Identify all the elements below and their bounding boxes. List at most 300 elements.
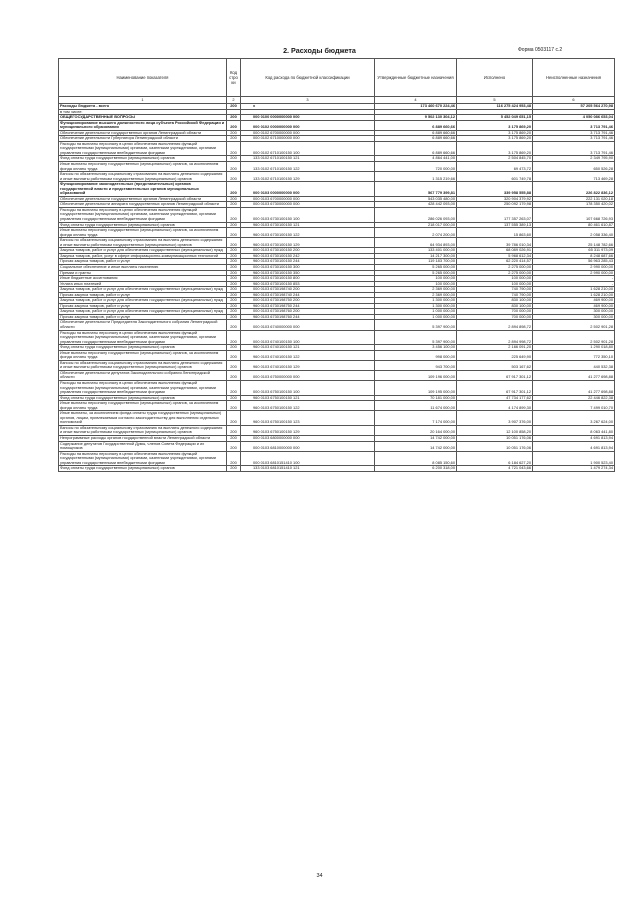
cell-row-code: 200 (227, 298, 241, 304)
cell-executed: 177 357 263,07 (457, 207, 533, 222)
cell-unexecuted: 1 900 523,40 (533, 451, 615, 466)
cell-class-code: 960 0103 6730100150 122 (241, 228, 375, 238)
table-row (59, 401, 615, 411)
cell-row-code: 200 (227, 411, 241, 426)
table-row (59, 320, 615, 330)
cell-name: Уплата иных платежей (59, 281, 227, 287)
cell-unexecuted: 222 131 020,18 (533, 196, 615, 202)
cell-unexecuted: 3 267 624,00 (533, 411, 615, 426)
cell-row-code: 200 (227, 253, 241, 259)
cell-row-code: 200 (227, 380, 241, 395)
cell-approved: 998 000,00 (375, 350, 457, 360)
cell-class-code: x (241, 104, 375, 110)
cell-approved: 4 864 441,00 (375, 156, 457, 162)
cell-class-code: 000 0103 6730100150 200 (241, 248, 375, 254)
cell-unexecuted: 80 461 610,87 (533, 222, 615, 228)
cell-approved: 5 397 900,00 (375, 330, 457, 345)
cell-approved: 6 889 660,66 (375, 136, 457, 142)
cell-executed: 830 100,00 (457, 303, 533, 309)
cell-approved: 2 369 000,00 (375, 287, 457, 293)
column-number: 5 (457, 97, 533, 104)
cell-name: Содержание депутатов Государственной Думы, членов Совета Федерации и их помощников (59, 441, 227, 451)
cell-name: Прочая закупка товаров, работ и услуг (59, 303, 227, 309)
cell-class-code: 960 0103 6750100150 122 (241, 401, 375, 411)
cell-name: Иные выплаты, за исключением фонда оплаты труда государственных (муниципальных) органов, лицам, привлекаемым согласно законодательству для выполнения отдельных полномочий (59, 411, 227, 426)
table-row (59, 330, 615, 345)
cell-executed: 69 473,72 (457, 162, 533, 172)
cell-approved: 3 456 100,00 (375, 345, 457, 351)
cell-class-code: 960 0103 6730100150 244 (241, 259, 375, 265)
table-row (59, 370, 615, 380)
cell-unexecuted: 300 000,00 (533, 309, 615, 315)
cell-row-code: 200 (227, 314, 241, 320)
cell-name: Закупка товаров, работ и услуг для обеспечения государственных (муниципальных) нужд (59, 287, 227, 293)
cell-name: Иные выплаты персоналу государственных (муниципальных) органов, за исключением фонда оплаты труда (59, 162, 227, 172)
cell-approved: 1 300 000,00 (375, 303, 457, 309)
cell-approved: 720 000,00 (375, 162, 457, 172)
cell-row-code: 200 (227, 466, 241, 472)
table-row (59, 380, 615, 395)
cell-executed: 67 917 301,12 (457, 370, 533, 380)
cell-unexecuted: 22 446 822,38 (533, 395, 615, 401)
cell-approved: 5 397 900,00 (375, 320, 457, 330)
cell-approved: 6 889 660,66 (375, 130, 457, 136)
cell-class-code: 133 0102 6710100150 129 (241, 172, 375, 182)
cell-unexecuted: 1 290 018,80 (533, 345, 615, 351)
cell-unexecuted: 469 900,00 (533, 298, 615, 304)
cell-unexecuted: 2 058 336,40 (533, 228, 615, 238)
cell-approved: 543 035 480,00 (375, 196, 457, 202)
table-row (59, 162, 615, 172)
cell-executed: 6 184 627,20 (457, 451, 533, 466)
cell-unexecuted: 3 713 791,46 (533, 141, 615, 156)
cell-class-code: 000 0103 6730198750 200 (241, 298, 375, 304)
table-row (59, 182, 615, 197)
cell-unexecuted: 41 277 698,88 (533, 380, 615, 395)
cell-approved: 8 085 150,60 (375, 451, 457, 466)
cell-name: Фонд оплаты труда государственных (муниципальных) органов (59, 156, 227, 162)
cell-name: Обеспечение деятельности Председателя Законодательного собрания Ленинградской области (59, 320, 227, 330)
column-number: 6 (533, 97, 615, 104)
cell-unexecuted: 8 063 441,80 (533, 425, 615, 435)
cell-class-code: 960 0103 6730198740 244 (241, 292, 375, 298)
cell-executed: 116 275 424 953,48 (457, 104, 533, 110)
cell-row-code: 200 (227, 104, 241, 110)
cell-approved: 133 401 000,00 (375, 248, 457, 254)
cell-class-code: 960 0103 6750100150 129 (241, 425, 375, 435)
cell-row-code: 200 (227, 130, 241, 136)
cell-approved: 6 200 318,00 (375, 466, 457, 472)
cell-name: Прочая закупка товаров, работ и услуг (59, 259, 227, 265)
cell-unexecuted: 2 502 901,28 (533, 320, 615, 330)
cell-class-code: 000 0103 6730000000 000 (241, 202, 375, 208)
cell-executed: 3 175 869,20 (457, 130, 533, 136)
header-executed: Исполнено (457, 59, 533, 97)
cell-class-code: 000 0103 6800000000 000 (241, 436, 375, 442)
cell-executed: 2 275 000,00 (457, 264, 533, 270)
cell-executed: 68 089 026,91 (457, 248, 533, 254)
cell-executed: 503 167,62 (457, 360, 533, 370)
cell-unexecuted: 2 990 000,00 (533, 264, 615, 270)
table-row (59, 141, 615, 156)
cell-unexecuted: 8 248 687,66 (533, 253, 615, 259)
cell-approved: 100 000,00 (375, 276, 457, 282)
cell-executed: 3 175 869,20 (457, 141, 533, 156)
cell-class-code: 000 0102 0000000000 000 (241, 120, 375, 130)
cell-name: Фонд оплаты труда государственных (муниципальных) органов (59, 222, 227, 228)
cell-name: Фонд оплаты труда государственных (муниципальных) органов (59, 345, 227, 351)
cell-executed: 10 051 176,06 (457, 441, 533, 451)
cell-name: Взносы по обязательному социальному страхованию на выплаты денежного содержания и иные выплаты работникам государственных (муниципальных) органов (59, 425, 227, 435)
cell-approved: 119 183 700,00 (375, 259, 457, 265)
cell-row-code: 200 (227, 401, 241, 411)
cell-approved: 100 000,00 (375, 281, 457, 287)
cell-executed: 5 452 049 651,15 (457, 115, 533, 121)
cell-class-code: 960 0103 6740100150 129 (241, 360, 375, 370)
cell-approved: 14 742 000,00 (375, 436, 457, 442)
cell-executed: 2 504 845,70 (457, 156, 533, 162)
cell-unexecuted: 1 628 210,00 (533, 287, 615, 293)
cell-row-code: 200 (227, 270, 241, 276)
cell-row-code: 200 (227, 141, 241, 156)
cell-executed: 137 555 389,13 (457, 222, 533, 228)
cell-class-code: 000 0103 6730198760 200 (241, 309, 375, 315)
cell-unexecuted: 3 713 791,46 (533, 136, 615, 142)
cell-row-code: 200 (227, 330, 241, 345)
header-class-code: Код расхода по бюджетной классификации (241, 59, 375, 97)
header-name: Наименование показателя (59, 59, 227, 97)
cell-executed: 830 100,00 (457, 298, 533, 304)
cell-class-code: 000 0103 6730100150 800 (241, 276, 375, 282)
cell-row-code: 200 (227, 120, 241, 130)
page-number: 34 (316, 873, 323, 879)
cell-row-code: 200 (227, 292, 241, 298)
cell-row-code: 200 (227, 259, 241, 265)
cell-row-code: 200 (227, 303, 241, 309)
cell-unexecuted: 3 713 791,46 (533, 120, 615, 130)
cell-executed: 3 175 869,20 (457, 120, 533, 130)
cell-unexecuted: 469 900,00 (533, 303, 615, 309)
cell-executed: 700 000,00 (457, 314, 533, 320)
cell-class-code: 960 0103 6730100150 350 (241, 270, 375, 276)
cell-executed: 250 092 179,98 (457, 202, 533, 208)
cell-row-code: 200 (227, 287, 241, 293)
cell-executed: 700 000,00 (457, 309, 533, 315)
cell-executed: 2 894 898,72 (457, 320, 533, 330)
cell-class-code: 000 0103 6730198740 200 (241, 287, 375, 293)
cell-row-code: 200 (227, 309, 241, 315)
cell-class-code: 960 0103 6730100150 121 (241, 222, 375, 228)
cell-name: Расходы бюджета - всего (59, 104, 227, 110)
cell-name: Расходы на выплаты персоналу в целях обеспечения выполнения функций государственными (муниципальными) органами, казенными учреждениями, органами управления государственными внебюджетными фондами (59, 380, 227, 395)
cell-name: Закупка товаров, работ и услуг для обеспечения государственных (муниципальных) нужд (59, 309, 227, 315)
cell-name: Премии и гранты (59, 270, 227, 276)
cell-name: Обеспечение деятельности депутатов Законодательного собрания Ленинградской области (59, 370, 227, 380)
cell-approved: 14 742 000,00 (375, 441, 457, 451)
cell-unexecuted: 4 691 813,94 (533, 436, 615, 442)
cell-executed: 2 275 000,00 (457, 270, 533, 276)
cell-executed: 2 894 998,72 (457, 330, 533, 345)
cell-row-code: 200 (227, 370, 241, 380)
cell-name: Обеспечение деятельности аппарата государственных органов Ленинградской области (59, 202, 227, 208)
cell-name: Закупка товаров, работ и услуг для обеспечения государственных (муниципальных) нужд (59, 248, 227, 254)
cell-class-code: 000 0103 0000000000 000 (241, 182, 375, 197)
cell-class-code: 960 0103 6750100150 123 (241, 411, 375, 426)
cell-class-code: 960 0103 6730198750 244 (241, 303, 375, 309)
cell-class-code: 000 0103 6740100150 100 (241, 330, 375, 345)
page-title: 2. Расходы бюджета (283, 46, 356, 55)
table-row (59, 411, 615, 426)
column-number: 4 (375, 97, 457, 104)
cell-approved: 109 196 000,00 (375, 370, 457, 380)
table-row (59, 207, 615, 222)
cell-executed: 740 790,00 (457, 292, 533, 298)
table-row (59, 238, 615, 248)
cell-class-code: 133 0102 6710100150 122 (241, 162, 375, 172)
cell-approved: 5 265 000,00 (375, 264, 457, 270)
cell-row-code: 200 (227, 425, 241, 435)
cell-approved: 2 074 200,00 (375, 228, 457, 238)
cell-approved: 20 164 000,00 (375, 425, 457, 435)
cell-unexecuted: 7 499 010,70 (533, 401, 615, 411)
cell-row-code: 200 (227, 436, 241, 442)
cell-executed: 4 721 043,66 (457, 466, 533, 472)
cell-unexecuted: - (533, 281, 615, 287)
column-number: 2 (227, 97, 241, 104)
cell-row-code: 200 (227, 136, 241, 142)
form-code: Форма 0503117 с.2 (518, 47, 563, 53)
cell-name: Расходы на выплаты персоналу в целях обеспечения выполнения функций государственными (муниципальными) органами, казенными учреждениями, органами управления государственными внебюджетными фондами (59, 330, 227, 345)
cell-unexecuted: 4 050 086 653,04 (533, 115, 615, 121)
cell-name: Иные выплаты персоналу государственных (муниципальных) органов, за исключением фонда оплаты труда (59, 401, 227, 411)
cell-unexecuted: 178 350 420,02 (533, 202, 615, 208)
cell-name: Взносы по обязательному социальному страхованию на выплаты денежного содержания и иные выплаты работникам государственных (муниципальных) органов (59, 238, 227, 248)
cell-row-code: 200 (227, 207, 241, 222)
cell-executed: 4 174 899,30 (457, 401, 533, 411)
cell-row-code: 200 (227, 162, 241, 172)
cell-approved: 173 460 670 224,46 (375, 104, 457, 110)
cell-name: Обеспечение деятельности государственных органов Ленинградской области (59, 130, 227, 136)
cell-unexecuted: 4 691 813,94 (533, 441, 615, 451)
cell-class-code: 000 0103 6810000000 000 (241, 441, 375, 451)
cell-unexecuted: 226 822 836,12 (533, 182, 615, 197)
cell-class-code: 960 0103 6740100150 121 (241, 345, 375, 351)
cell-unexecuted: 41 277 698,88 (533, 370, 615, 380)
cell-name: Обеспечение деятельности Губернатора Ленинградской области (59, 136, 227, 142)
cell-row-code: 200 (227, 222, 241, 228)
cell-name: Обеспечение деятельности государственных органов Ленинградской области (59, 196, 227, 202)
cell-executed: 5 968 612,34 (457, 253, 533, 259)
cell-approved: 567 779 399,81 (375, 182, 457, 197)
cell-name: ОБЩЕГОСУДАРСТВЕННЫЕ ВОПРОСЫ (59, 115, 227, 121)
table-row (59, 172, 615, 182)
cell-approved: 218 017 000,00 (375, 222, 457, 228)
cell-approved: 70 181 000,00 (375, 395, 457, 401)
cell-name: Закупка товаров, работ, услуг в сфере информационно-коммуникационных технологий (59, 253, 227, 259)
cell-unexecuted: 25 148 782,66 (533, 238, 615, 248)
cell-row-code: 200 (227, 182, 241, 197)
cell-unexecuted: 1 628 210,00 (533, 292, 615, 298)
cell-row-code: 200 (227, 196, 241, 202)
cell-unexecuted: 57 205 564 270,98 (533, 104, 615, 110)
cell-executed: 225 649,90 (457, 350, 533, 360)
cell-executed: 2 166 091,20 (457, 345, 533, 351)
table-row (59, 466, 615, 472)
header-row (59, 59, 615, 97)
cell-executed: 339 958 555,88 (457, 182, 533, 197)
cell-row-code: 200 (227, 115, 241, 121)
cell-row-code: 200 (227, 441, 241, 451)
cell-name: в том числе: (59, 109, 227, 115)
cell-class-code: 000 0102 6700000000 000 (241, 130, 375, 136)
cell-unexecuted: 2 990 000,00 (533, 270, 615, 276)
cell-class-code: 000 0103 6750100150 100 (241, 380, 375, 395)
cell-approved: 109 195 000,00 (375, 380, 457, 395)
cell-approved: 286 026 093,00 (375, 207, 457, 222)
cell-class-code: 000 0103 6740000000 000 (241, 320, 375, 330)
cell-name: Иные выплаты персоналу государственных (муниципальных) органов, за исключением фонда оплаты труда (59, 350, 227, 360)
table-row (59, 441, 615, 451)
cell-executed: 3 907 376,00 (457, 411, 533, 426)
cell-unexecuted: 1 479 274,34 (533, 466, 615, 472)
cell-executed: 100 000,00 (457, 281, 533, 287)
cell-approved: 1 000 000,00 (375, 309, 457, 315)
cell-name: Социальное обеспечение и иные выплаты населению (59, 264, 227, 270)
cell-approved: 1 000 000,00 (375, 314, 457, 320)
table-row (59, 360, 615, 370)
cell-row-code: 200 (227, 276, 241, 282)
cell-executed: 740 790,00 (457, 287, 533, 293)
cell-row-code: 200 (227, 228, 241, 238)
cell-unexecuted: 2 502 901,28 (533, 330, 615, 345)
cell-class-code: 960 0103 6730100150 853 (241, 281, 375, 287)
cell-executed: 67 917 301,12 (457, 380, 533, 395)
cell-row-code: 200 (227, 451, 241, 466)
cell-class-code: 133 0102 6710100150 121 (241, 156, 375, 162)
cell-class-code: 000 0102 6710100150 100 (241, 141, 375, 156)
cell-unexecuted: 650 526,28 (533, 162, 615, 172)
cell-row-code: 200 (227, 172, 241, 182)
cell-name: Прочая закупка товаров, работ и услуг (59, 314, 227, 320)
cell-executed: 10 051 176,06 (457, 436, 533, 442)
cell-executed: 12 100 858,20 (457, 425, 533, 435)
cell-name: Взносы по обязательному социальному страхованию на выплаты денежного содержания и иные выплаты работникам государственных (муниципальных) органов (59, 360, 227, 370)
cell-row-code: 200 (227, 202, 241, 208)
column-number: 1 (59, 97, 227, 104)
cell-approved: 14 217 300,00 (375, 253, 457, 259)
cell-executed: 47 734 177,62 (457, 395, 533, 401)
cell-executed: 62 220 414,57 (457, 259, 533, 265)
table-row (59, 228, 615, 238)
cell-name: Расходы на выплаты персоналу в целях обеспечения выполнения функций государственными (муниципальными) органами, казенными учреждениями, органами управления государственными внебюджетными фондами (59, 451, 227, 466)
cell-class-code: 960 0103 6750100150 121 (241, 395, 375, 401)
table-row (59, 425, 615, 435)
cell-name: Непрограммные расходы органов государственной власти Ленинградской области (59, 436, 227, 442)
cell-class-code: 000 0103 6750000000 000 (241, 370, 375, 380)
cell-approved: 1 300 000,00 (375, 298, 457, 304)
cell-class-code: 133 0103 6810151410 121 (241, 466, 375, 472)
cell-name: Фонд оплаты труда государственных (муниципальных) органов (59, 395, 227, 401)
header-row-code: Код стро ки (227, 59, 241, 97)
cell-unexecuted: 3 713 791,46 (533, 130, 615, 136)
cell-unexecuted: 772 350,10 (533, 350, 615, 360)
cell-executed: 39 786 010,34 (457, 238, 533, 248)
cell-approved: 7 174 000,00 (375, 411, 457, 426)
cell-executed: 3 175 869,20 (457, 136, 533, 142)
cell-row-code: 200 (227, 156, 241, 162)
cell-unexecuted: 65 311 973,09 (533, 248, 615, 254)
cell-executed: 601 749,78 (457, 172, 533, 182)
cell-approved: 9 502 130 304,12 (375, 115, 457, 121)
cell-row-code: 200 (227, 320, 241, 330)
table-row (59, 350, 615, 360)
cell-row-code: 200 (227, 248, 241, 254)
cell-approved: 6 889 660,66 (375, 120, 457, 130)
cell-approved: 1 315 219,66 (375, 172, 457, 182)
cell-name: Расходы на выплаты персоналу в целях обеспечения выполнения функций государственными (муниципальными) органами, казенными учреждениями, органами управления государственными внебюджетными фондами (59, 207, 227, 222)
cell-name: Функционирование высшего должностного лица субъекта Российской Федерации и муниципального образования (59, 120, 227, 130)
cell-row-code: 200 (227, 360, 241, 370)
cell-approved: 943 700,00 (375, 360, 457, 370)
cell-class-code: 000 0103 6700000000 000 (241, 196, 375, 202)
cell-approved: 11 674 000,00 (375, 401, 457, 411)
cell-class-code: 960 0103 6730100150 129 (241, 238, 375, 248)
cell-name: Закупка товаров, работ и услуг для обеспечения государственных (муниципальных) нужд (59, 298, 227, 304)
header-approved: Утвержденные бюджетные назначения (375, 59, 457, 97)
cell-approved: 64 934 893,00 (375, 238, 457, 248)
cell-unexecuted: 56 963 285,43 (533, 259, 615, 265)
cell-unexecuted: - (533, 276, 615, 282)
cell-class-code: 000 0103 6730100150 300 (241, 264, 375, 270)
cell-approved: 2 369 000,00 (375, 292, 457, 298)
cell-class-code: 960 0103 6740100150 122 (241, 350, 375, 360)
cell-unexecuted: 107 668 726,93 (533, 207, 615, 222)
cell-row-code: 200 (227, 281, 241, 287)
cell-name: Фонд оплаты труда государственных (муниципальных) органов (59, 466, 227, 472)
cell-class-code: 000 0102 6710000000 000 (241, 136, 375, 142)
cell-row-code: 200 (227, 345, 241, 351)
cell-executed: 15 863,60 (457, 228, 533, 238)
cell-class-code: 000 0103 6810151410 100 (241, 451, 375, 466)
cell-name: Прочая закупка товаров, работ и услуг (59, 292, 227, 298)
cell-class-code: 000 0103 6730100150 100 (241, 207, 375, 222)
table-row (59, 451, 615, 466)
cell-approved: 428 442 093,00 (375, 202, 457, 208)
cell-unexecuted: 440 532,38 (533, 360, 615, 370)
table-row (59, 120, 615, 130)
cell-executed: 100 000,00 (457, 276, 533, 282)
cell-class-code: 000 0100 0000000000 000 (241, 115, 375, 121)
cell-unexecuted: 300 000,00 (533, 314, 615, 320)
cell-name: Расходы на выплаты персоналу в целях обеспечения выполнения функций государственными (муниципальными) органами, казенными учреждениями, органами управления государственными внебюджетными фондами (59, 141, 227, 156)
cell-row-code: 200 (227, 238, 241, 248)
cell-approved: 5 265 000,00 (375, 270, 457, 276)
column-number: 3 (241, 97, 375, 104)
cell-class-code: 960 0103 6730198760 244 (241, 314, 375, 320)
cell-name: Взносы по обязательному социальному страхованию на выплаты денежного содержания и иные выплаты работникам государственных (муниципальных) органов (59, 172, 227, 182)
cell-approved: 6 889 660,66 (375, 141, 457, 156)
cell-unexecuted: 713 469,28 (533, 172, 615, 182)
cell-name: Иные бюджетные ассигнования (59, 276, 227, 282)
header-unexecuted: Неисполненные назначения (533, 59, 615, 97)
cell-name: Функционирование законодательных (представительных) органов государственной власти и представительных органов муниципальных образований (59, 182, 227, 197)
cell-row-code: 200 (227, 264, 241, 270)
cell-executed: 320 904 379,92 (457, 196, 533, 202)
cell-name: Иные выплаты персоналу государственных (муниципальных) органов, за исключением фонда оплаты труда (59, 228, 227, 238)
cell-row-code: 200 (227, 395, 241, 401)
cell-row-code: 200 (227, 350, 241, 360)
cell-unexecuted: 2 349 795,90 (533, 156, 615, 162)
